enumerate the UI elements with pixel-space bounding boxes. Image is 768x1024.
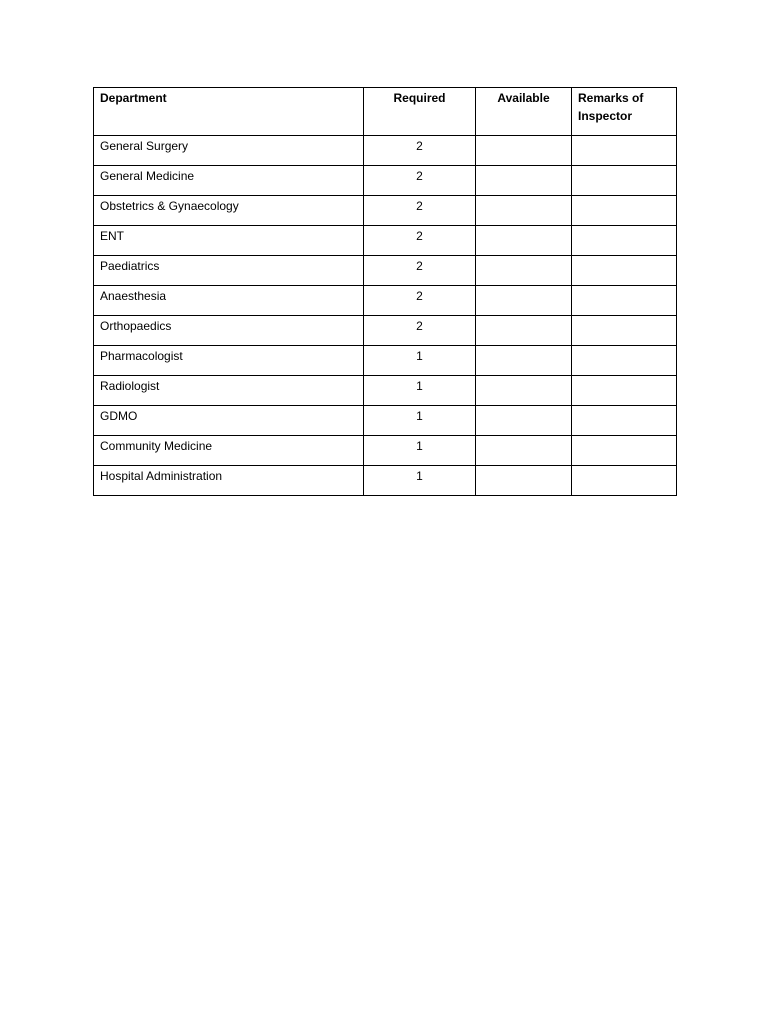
department-cell: Hospital Administration [94,466,364,496]
remarks-cell [572,466,677,496]
table-body [94,136,677,496]
department-cell: Pharmacologist [94,346,364,376]
department-cell: ENT [94,226,364,256]
available-cell [476,166,572,196]
required-cell: 2 [364,286,476,316]
department-cell: Paediatrics [94,256,364,286]
required-cell: 1 [364,466,476,496]
available-cell [476,436,572,466]
required-cell: 2 [364,196,476,226]
department-cell: Radiologist [94,376,364,406]
required-cell: 2 [364,226,476,256]
remarks-cell [572,436,677,466]
available-cell [476,226,572,256]
department-cell: Anaesthesia [94,286,364,316]
required-cell: 1 [364,346,476,376]
available-cell [476,136,572,166]
table-row [94,166,677,196]
available-cell [476,466,572,496]
header-remarks: Remarks of Inspector [572,88,677,136]
table-row [94,196,677,226]
available-cell [476,316,572,346]
available-cell [476,376,572,406]
header-department: Department [94,88,364,136]
available-cell [476,196,572,226]
table-row [94,376,677,406]
available-cell [476,406,572,436]
header-available: Available [476,88,572,136]
required-cell: 1 [364,406,476,436]
department-cell: Community Medicine [94,436,364,466]
required-cell: 2 [364,316,476,346]
table-row [94,136,677,166]
remarks-cell [572,316,677,346]
header-row [94,88,677,136]
table-row [94,406,677,436]
available-cell [476,256,572,286]
staff-requirement-table [93,87,677,496]
department-cell: GDMO [94,406,364,436]
table-row [94,346,677,376]
remarks-cell [572,136,677,166]
remarks-cell [572,346,677,376]
required-cell: 1 [364,436,476,466]
table-row [94,436,677,466]
remarks-cell [572,196,677,226]
table-row [94,286,677,316]
remarks-cell [572,406,677,436]
table-header [94,88,677,136]
required-cell: 2 [364,166,476,196]
remarks-cell [572,256,677,286]
table-row [94,256,677,286]
table-row [94,226,677,256]
remarks-cell [572,166,677,196]
required-cell: 2 [364,256,476,286]
required-cell: 2 [364,136,476,166]
department-cell: General Surgery [94,136,364,166]
required-cell: 1 [364,376,476,406]
remarks-cell [572,286,677,316]
department-cell: General Medicine [94,166,364,196]
table-row [94,316,677,346]
remarks-cell [572,376,677,406]
header-required: Required [364,88,476,136]
available-cell [476,346,572,376]
remarks-cell [572,226,677,256]
available-cell [476,286,572,316]
table-row [94,466,677,496]
department-cell: Orthopaedics [94,316,364,346]
department-cell: Obstetrics & Gynaecology [94,196,364,226]
